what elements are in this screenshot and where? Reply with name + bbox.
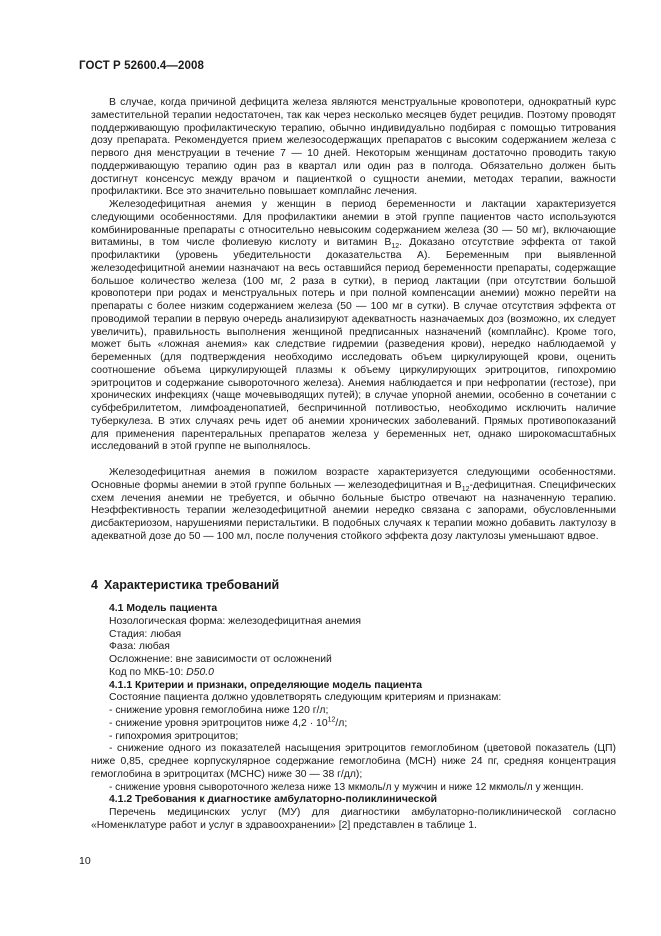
paragraph-text xyxy=(91,467,616,544)
model-line: Осложнение: вне зависимости от осложнений xyxy=(109,654,332,665)
text-part: Железодефицитная анемия у женщин в период беременности и лактации характеризуется следующими особенностями. Для профилактики анемии в этой группе пациентов часто используются комбинированные препараты с относительно невысоким содержанием железа (30 — 50 мг), включающие витамины, в том числе фолиевую кислоту и витамин B xyxy=(91,199,616,249)
criterion-erythrocytes xyxy=(91,718,616,731)
paragraph-text: В случае, когда причиной дефицита железа являются менструальные кровопотери, однократный курс заместительной терапии недостаточен, так как через несколько месяцев будет рецидив. Поэтому проводят поддерживающую профилактическую терапию, обычно индивидуально подбирая с помощью титрования дозу препарата. Рекомендуется прием железосодержащих препаратов с высоким содержанием железа с первого дня менструации в течение 7 — 10 дней. Некоторым женщинам достаточно проводить такую поддерживающую терапию один раз в квартал или один раз в полгода. Обязательно должен быть достигнут консенсус между врачом и пациенткой о сущности анемии, методах терапии, важности профилактики. Все это значительно повышает комплайнс лечения. xyxy=(91,97,616,198)
diagnostics-text: Перечень медицинских услуг (МУ) для диагностики амбулаторно-поликлинической согласно «Номенклатуре работ и услуг в здравоохранении» [2] представлен в таблице 1. xyxy=(91,807,616,831)
subscript: 12 xyxy=(461,485,470,493)
subscript: 12 xyxy=(391,243,400,251)
criterion-saturation: - снижение одного из показателей насыщения эритроцитов гемоглобином (цветовой показатель (ЦП) ниже 0,85, среднее корпускулярное содержание гемоглобина (МСН) ниже 24 пг, средняя концентрация гемоглобина в эритроцитах (МСНС) ниже 30 — 38 г/дл); xyxy=(91,743,616,780)
section-4-heading xyxy=(91,578,279,592)
document-header: ГОСТ Р 52600.4—2008 xyxy=(79,60,204,72)
text-part: -дефицитная. Специфических схем лечения анемии не требуется, и обычно больные быстро отвечают на назначенную терапию. Неэффективность терапии железодефицитной анемии нередко связана с запорами, обусловленными дисбактериозом, нарушениями перистальтики. В подобных случаях к терапии можно добавить лактулозу в адекватной дозе до 50 — 100 мл, после получения стойкого эффекта дозу лактулозы уменьшают вдвое. xyxy=(91,479,616,542)
icd-code-line xyxy=(91,667,616,680)
page-number: 10 xyxy=(79,855,91,867)
icd-code: D50.0 xyxy=(186,666,214,678)
paragraph-text xyxy=(91,199,616,454)
icd-prefix: Код по МКБ-10: xyxy=(109,666,187,678)
criterion-serum-iron: - снижение уровня сывороточного железа ниже 13 мкмоль/л у мужчин и ниже 12 мкмоль/л у женщин. xyxy=(109,781,584,793)
section-title: Характеристика требований xyxy=(103,578,280,592)
text-part: - снижение уровня эритроцитов ниже 4,2 · 10 xyxy=(109,717,328,729)
section-number: 4 xyxy=(91,578,98,592)
subsection-4-1-2-title: 4.1.2 Требования к диагностике амбулаторно-поликлинической xyxy=(109,794,438,806)
criterion-hypochromia: - гипохромия эритроцитов; xyxy=(109,730,239,742)
text-part: . Доказано отсутствие эффекта от такой профилактики (уровень убедительности доказательства А). Беременным при выявленной железодефицитной анемии назначают на весь оставшийся период беременности препараты, содержащие большое количество железа (100 мг, 2 раза в сутки), в период лактации (при отсутствии большой кровопотери при родах и менструальных потерь и при полной компенсации анемии) можно перейти на препараты с более низким содержанием железа (50 — 100 мг в сутки). В случае отсутствия эффекта от проводимой терапии в первую очередь анализируют адекватность назначаемых доз (возможно, их следует увеличить), правильность выполнения женщиной предписанных назначений (комплайнс). Кроме того, может быть «ложная анемия» как следствие гидремии (разведения крови), нередко наблюдаемой у беременных (для подтверждения необходимо исследовать объем циркулирующей крови, оценить соотношение объема циркулирующей плазмы к объему циркулирующих эритроцитов, гипохромию эритроцитов и содержание сывороточного железа). Анемия наблюдается и при нефропатии (гестозе), при хронических инфекциях (чаще мочевыводящих путей); в случае упорной анемии, особенно в сочетании с субфебрилитетом, лимфоаденопатией, беспричинной потливостью, необходимо исключить наличие туберкулеза. В этих случаях речь идет об анемии хронических заболеваний. Прямых противопоказаний для применения парентеральных препаратов железа у беременных нет, однако широкомасштабных исследований в этой группе не выполнялось. xyxy=(91,237,616,453)
subsection-4-1-1-title: 4.1.1 Критерии и признаки, определяющие модель пациента xyxy=(109,679,423,691)
paragraph-elderly xyxy=(91,467,616,544)
section-4-content xyxy=(91,603,616,833)
text-part: /л; xyxy=(335,717,348,729)
model-line: Стадия: любая xyxy=(109,628,182,640)
text-part: Железодефицитная анемия в пожилом возрасте характеризуется следующими особенностями. Основные формы анемии в этой группе больных — железодефицитная и B xyxy=(91,467,616,491)
paragraph-pregnancy xyxy=(91,199,616,454)
superscript: 12 xyxy=(327,716,336,724)
criteria-intro: Состояние пациента должно удовлетворять следующим критериям и признакам: xyxy=(109,692,502,704)
subsection-4-1-title: 4.1 Модель пациента xyxy=(109,603,218,614)
criterion-hemoglobin: - снижение уровня гемоглобина ниже 120 г/л; xyxy=(109,705,329,716)
paragraph-menstrual-losses xyxy=(91,97,616,199)
model-line: Нозологическая форма: железодефицитная анемия xyxy=(109,615,361,627)
model-line: Фаза: любая xyxy=(109,641,170,653)
